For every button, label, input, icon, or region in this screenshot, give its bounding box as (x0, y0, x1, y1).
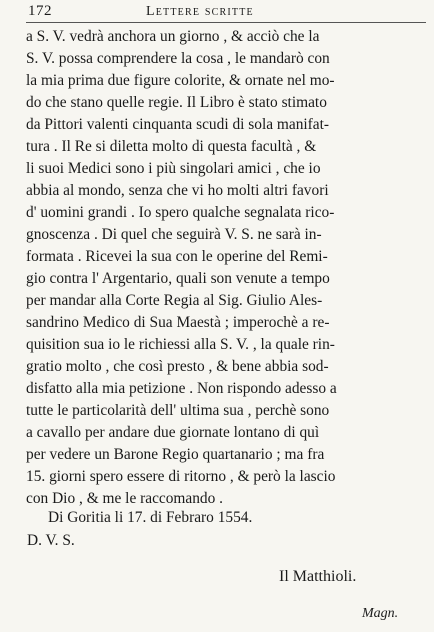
text-line: la mia prima due figure colorite, & ornate nel mo- (26, 72, 335, 89)
text-line: d' uomini grandi . Io spero qualche segnalata rico- (26, 204, 335, 221)
text-line: 15. giorni spero essere di ritorno , & però la lascio (26, 468, 336, 485)
text-line: gio contra l' Argentario, quali son venute a tempo (26, 270, 330, 287)
text-line: a S. V. vedrà anchora un giorno , & acciò che la (26, 28, 320, 45)
text-line: do che stano quelle regie. Il Libro è stato stimato (26, 94, 327, 111)
text-line: sandrino Medico di Sua Maestà ; imperochè a re- (26, 314, 330, 331)
text-line: per mandar alla Corte Regia al Sig. Giulio Ales- (26, 292, 323, 309)
catchword: Magn. (362, 606, 399, 621)
text-line: gnoscenza . Di quel che seguirà V. S. ne sarà in- (26, 226, 322, 243)
text-line: tutte le particolarità dell' ultima sua , perchè sono (26, 402, 330, 419)
text-line: tura . Il Re si diletta molto di questa facultà , & (26, 138, 317, 155)
text-line: disfatto alla mia petizione . Non rispondo adesso a (26, 380, 337, 397)
signature: Il Matthioli. (279, 568, 357, 585)
salutation: D. V. S. (27, 532, 75, 549)
page-number: 172 (28, 3, 52, 19)
text-line: a cavallo per andare due giornate lontano di quì (26, 424, 320, 441)
text-line: S. V. possa comprendere la cosa , le mandarò con (26, 50, 330, 67)
text-line: con Dio , & me le raccomando . (26, 490, 224, 507)
text-line: da Pittori valenti cinquanta scudi di sola manifat- (26, 116, 330, 133)
text-line: abbia al mondo, senza che vi ho molti altri favori (26, 182, 329, 199)
date-line: Di Goritia li 17. di Febraro 1554. (48, 509, 253, 526)
running-title: Lettere scritte (146, 4, 254, 19)
text-line: gratio molto , che così presto , & bene abbia sod- (26, 358, 329, 375)
text-line: formata . Ricevei la sua con le operine del Remi- (26, 248, 328, 265)
page-header (0, 1, 434, 23)
header-rule (26, 22, 426, 23)
text-line: per vedere un Barone Regio quartanario ; ma fra (26, 446, 325, 463)
text-line: li suoi Medici sono i più singolari amici , che io (26, 160, 321, 177)
text-line: quisition sua io le richiessi alla S. V. , la quale rin- (26, 336, 335, 353)
